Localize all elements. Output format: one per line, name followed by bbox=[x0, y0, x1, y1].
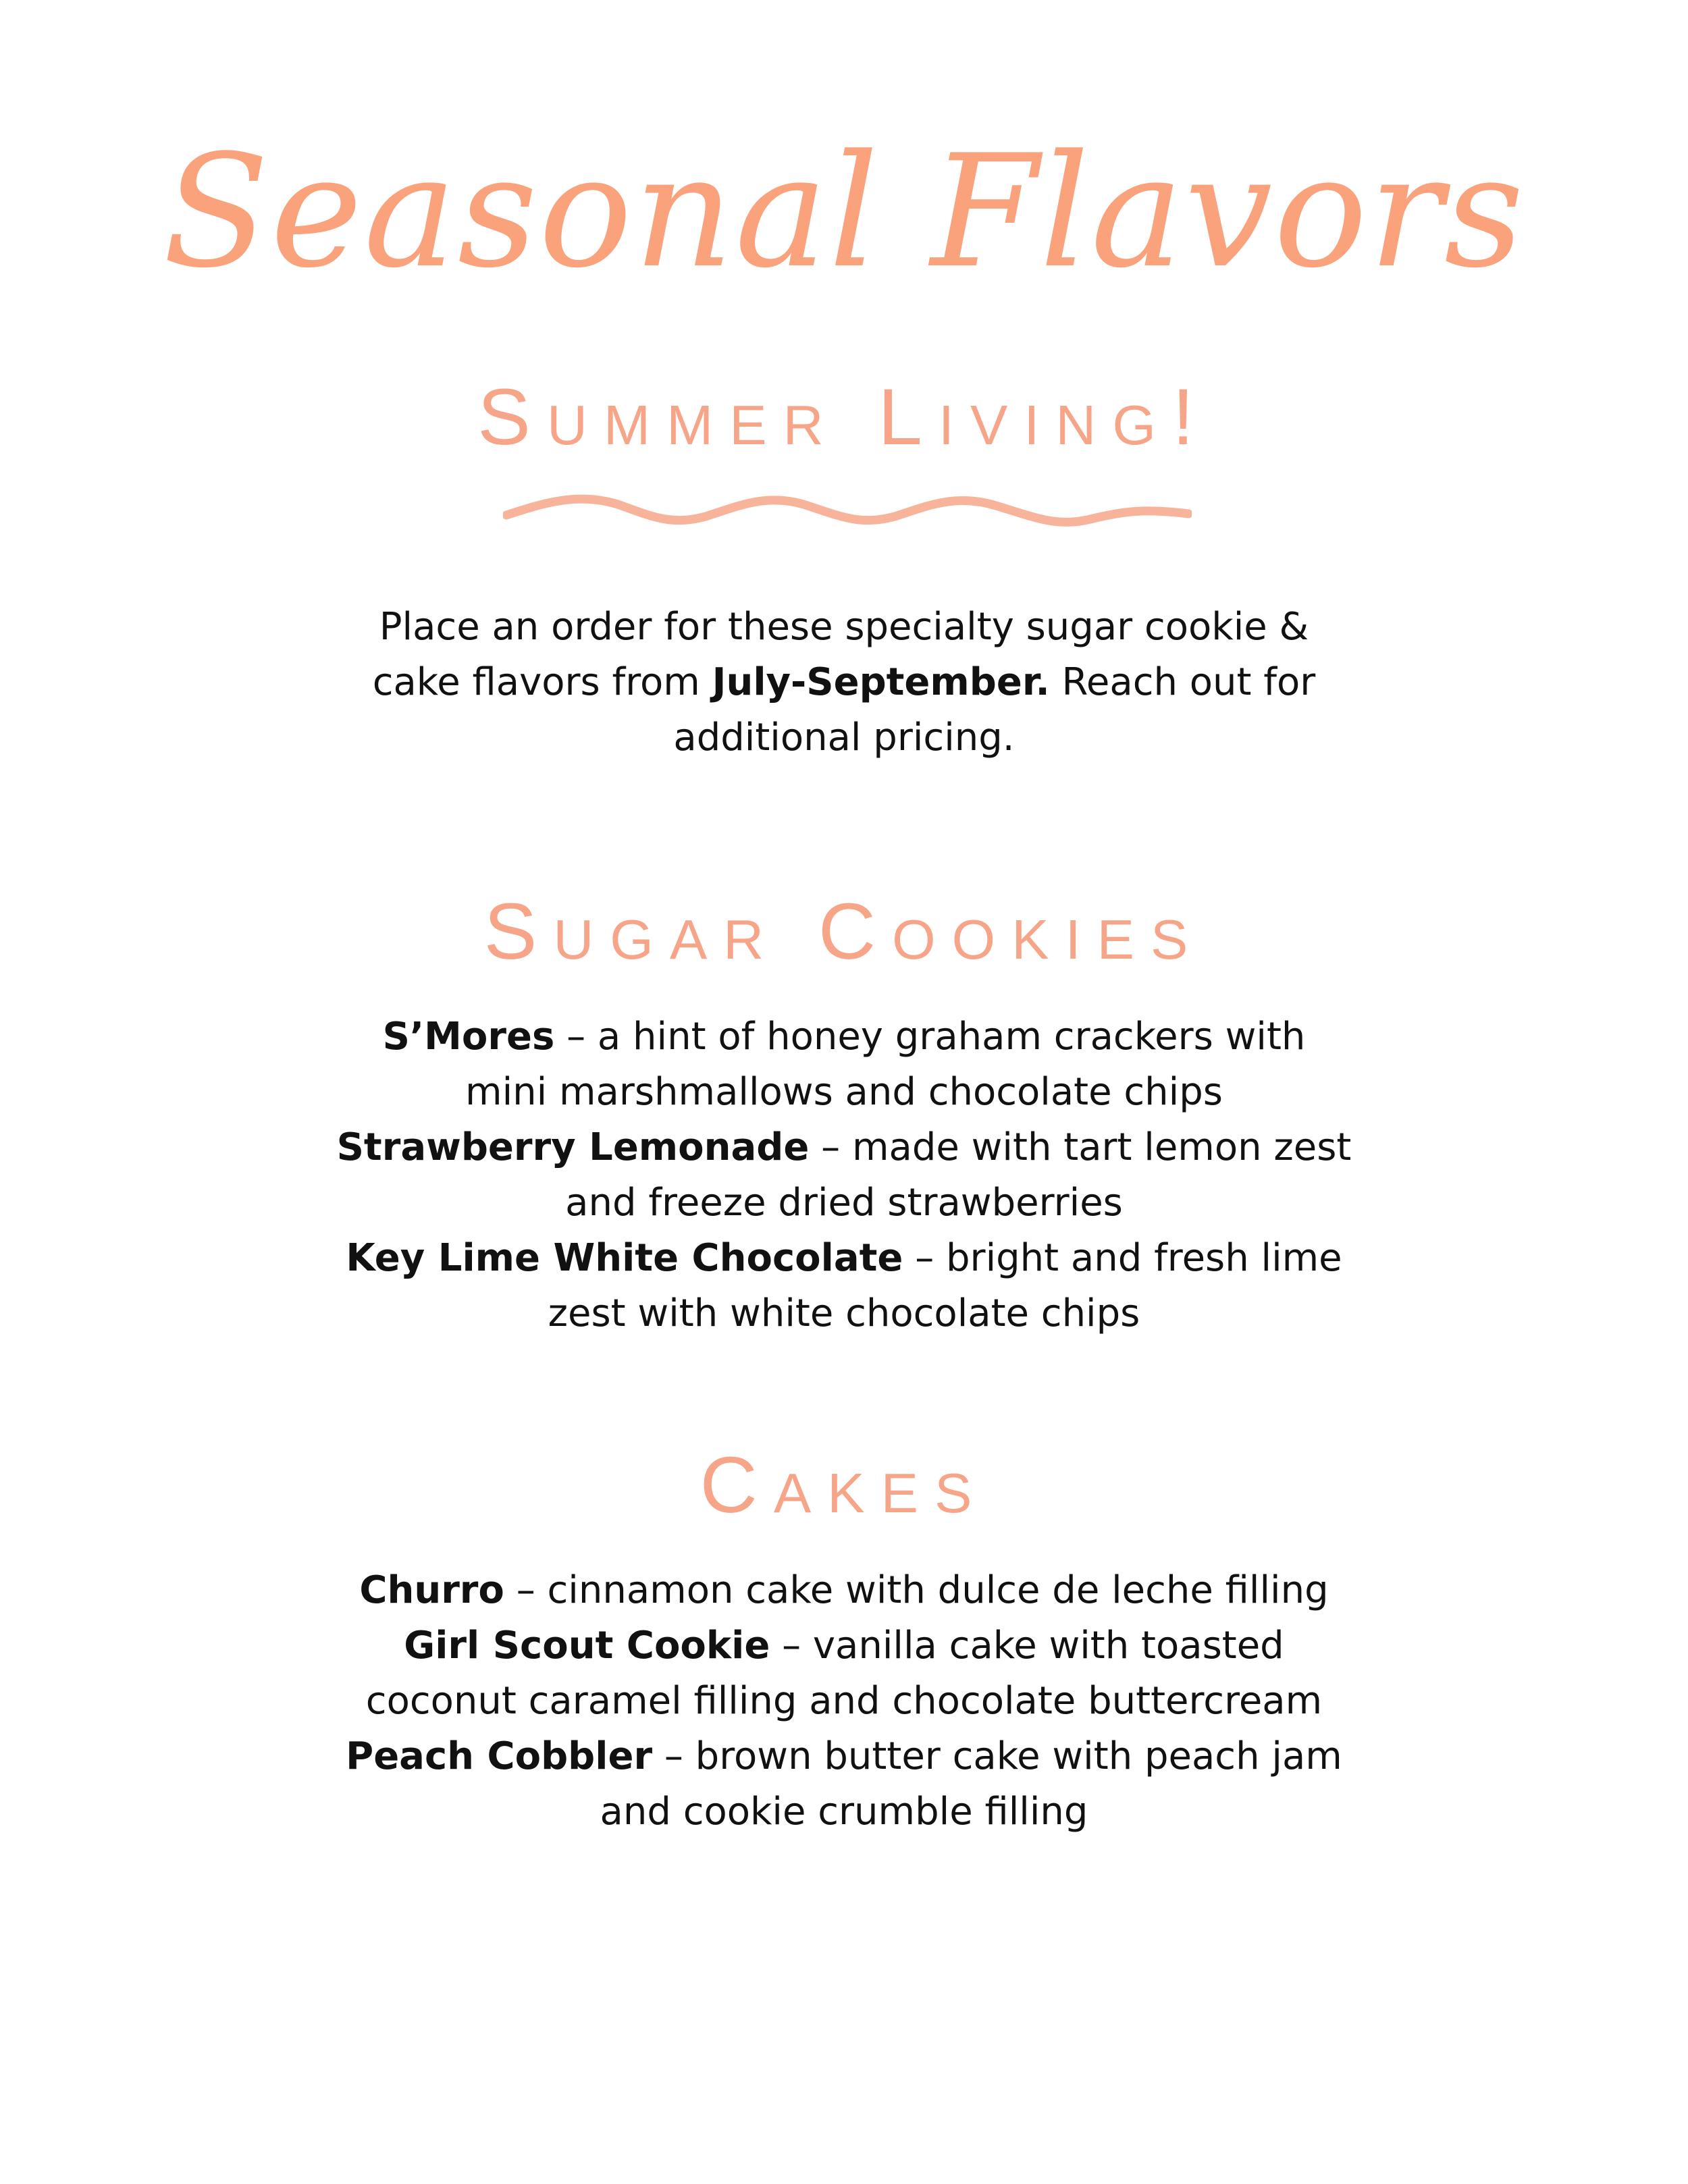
flavor-desc: – brown butter cake with peach jam bbox=[652, 1734, 1342, 1778]
flavor-desc-cont: and cookie crumble filling bbox=[600, 1790, 1088, 1834]
page-title: Seasonal Flavors bbox=[163, 122, 1525, 302]
intro-line-2-pre: cake flavors from bbox=[372, 660, 712, 704]
section-heading-cakes: Cakes bbox=[700, 1441, 988, 1530]
list-item bbox=[317, 1120, 1371, 1175]
section-heading-sugar-cookies: Sugar Cookies bbox=[483, 887, 1205, 976]
flavor-desc: – vanilla cake with toasted bbox=[770, 1624, 1284, 1668]
flavor-name: Girl Scout Cookie bbox=[404, 1624, 770, 1668]
flavor-desc: – bright and fresh lime bbox=[903, 1236, 1342, 1280]
intro-line-2 bbox=[317, 655, 1371, 710]
intro-date-range: July-September. bbox=[712, 660, 1050, 704]
subtitle-summer-living: Summer Living! bbox=[477, 373, 1211, 462]
intro-line-2-post: Reach out for bbox=[1049, 660, 1316, 704]
cakes-list bbox=[317, 1563, 1371, 1840]
flavor-name: Churro bbox=[359, 1568, 504, 1612]
intro-line-3: additional pricing. bbox=[673, 716, 1015, 760]
intro-line-1: Place an order for these specialty sugar cookie & bbox=[379, 605, 1309, 649]
flavor-desc-cont: mini marshmallows and chocolate chips bbox=[465, 1070, 1223, 1114]
list-item bbox=[317, 1231, 1371, 1286]
flavor-desc-cont: and freeze dried strawberries bbox=[565, 1181, 1123, 1225]
list-item bbox=[317, 1563, 1371, 1618]
flavor-desc: – cinnamon cake with dulce de leche filling bbox=[504, 1568, 1329, 1612]
flavor-name: Peach Cobbler bbox=[346, 1734, 653, 1778]
flavor-name: S’Mores bbox=[382, 1015, 555, 1059]
flavor-name: Strawberry Lemonade bbox=[336, 1125, 810, 1169]
sugar-cookies-list bbox=[317, 1009, 1371, 1341]
intro-text bbox=[317, 600, 1371, 766]
wave-divider-icon bbox=[503, 489, 1192, 537]
flavor-desc: – made with tart lemon zest bbox=[809, 1125, 1352, 1169]
flavor-desc-cont: zest with white chocolate chips bbox=[548, 1291, 1140, 1335]
flavor-name: Key Lime White Chocolate bbox=[346, 1236, 903, 1280]
flavor-desc-cont: coconut caramel filling and chocolate buttercream bbox=[365, 1679, 1323, 1723]
list-item bbox=[317, 1618, 1371, 1674]
list-item bbox=[317, 1729, 1371, 1784]
flavor-desc: – a hint of honey graham crackers with bbox=[554, 1015, 1306, 1059]
list-item bbox=[317, 1009, 1371, 1065]
